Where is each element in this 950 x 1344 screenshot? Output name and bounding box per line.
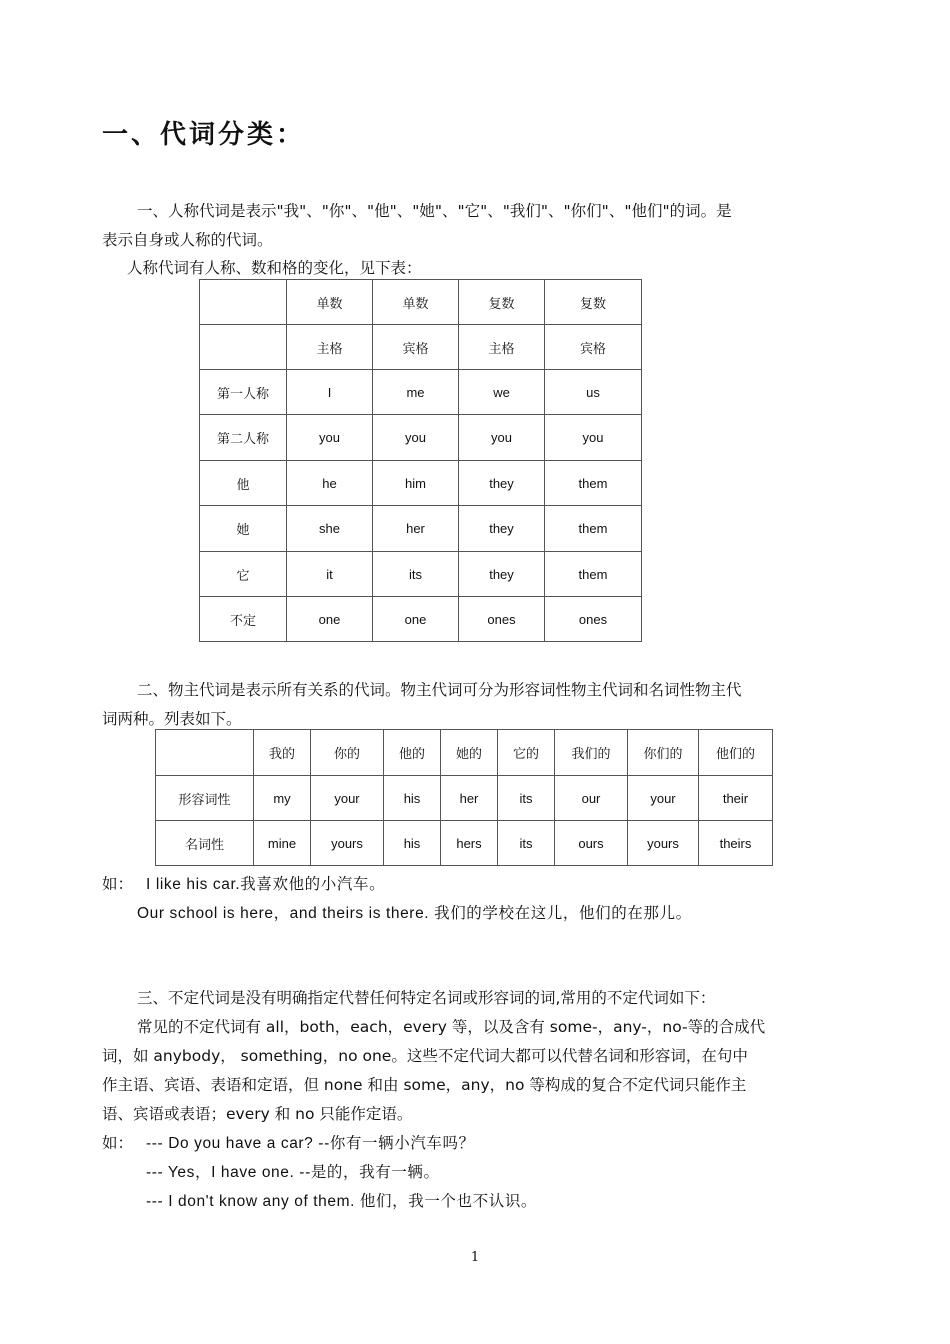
table-cell: 它 — [200, 552, 287, 597]
possessive-pronoun-table — [155, 729, 773, 866]
table-cell: 他的 — [384, 730, 441, 776]
table-cell: us — [545, 370, 642, 415]
table-cell: her — [373, 506, 459, 552]
table-cell: 第二人称 — [200, 415, 287, 461]
table-cell: 她 — [200, 506, 287, 552]
table-header-row — [200, 325, 642, 370]
table-row — [200, 370, 642, 415]
table-row — [200, 506, 642, 552]
table-cell: mine — [254, 821, 311, 866]
table-cell: yours — [628, 821, 699, 866]
section3-line1: 三、不定代词是没有明确指定代替任何特定名词或形容词的词,常用的不定代词如下： — [137, 989, 716, 1007]
table-cell: its — [498, 776, 555, 821]
table-cell: one — [373, 597, 459, 642]
page-number: 1 — [470, 1250, 480, 1265]
table-cell: 复数 — [459, 280, 545, 325]
table-cell: they — [459, 506, 545, 552]
table-cell: them — [545, 552, 642, 597]
table-cell: its — [498, 821, 555, 866]
table-row — [200, 552, 642, 597]
section1-line2: 表示自身或人称的代词。 — [102, 231, 273, 249]
page-title: 一、代词分类： — [102, 120, 306, 150]
table-cell: 宾格 — [373, 325, 459, 370]
table-cell: 单数 — [287, 280, 373, 325]
table-cell: you — [287, 415, 373, 461]
table-cell: she — [287, 506, 373, 552]
section2-line2: 词两种。列表如下。 — [102, 710, 242, 728]
table-cell: his — [384, 776, 441, 821]
table-cell: you — [545, 415, 642, 461]
table-row — [156, 821, 773, 866]
table-cell: him — [373, 461, 459, 506]
table-cell: their — [699, 776, 773, 821]
table-cell: her — [441, 776, 498, 821]
table-cell — [156, 730, 254, 776]
table-cell: your — [628, 776, 699, 821]
table-cell: ones — [545, 597, 642, 642]
section3-line3: 词，如 anybody， something，no one。这些不定代词大都可以代替名词和形容词，在句中 — [102, 1047, 748, 1065]
table-cell: 它的 — [498, 730, 555, 776]
table-cell: ours — [555, 821, 628, 866]
table-cell — [200, 280, 287, 325]
section1-line3: 人称代词有人称、数和格的变化，见下表： — [127, 259, 422, 277]
example-prefix: 如： — [102, 1134, 134, 1152]
table-cell: 主格 — [287, 325, 373, 370]
table-header-row — [200, 280, 642, 325]
table-cell: yours — [311, 821, 384, 866]
table-cell: my — [254, 776, 311, 821]
table-cell: 单数 — [373, 280, 459, 325]
example-prefix: 如： — [102, 875, 134, 893]
table-cell: its — [373, 552, 459, 597]
table-cell: 我们的 — [555, 730, 628, 776]
table-row — [200, 597, 642, 642]
example-line: --- Do you have a car? --你有一辆小汽车吗？ — [146, 1135, 475, 1152]
table-cell: you — [373, 415, 459, 461]
table-row — [200, 461, 642, 506]
example-line: --- I don't know any of them. 他们，我一个也不认识。 — [146, 1193, 538, 1210]
table-cell: 主格 — [459, 325, 545, 370]
table-cell: them — [545, 506, 642, 552]
table-cell: they — [459, 552, 545, 597]
table-header-row — [156, 730, 773, 776]
table-cell: his — [384, 821, 441, 866]
example-line: --- Yes，I have one. --是的，我有一辆。 — [146, 1164, 440, 1181]
table-cell: 你的 — [311, 730, 384, 776]
table-cell: 名词性 — [156, 821, 254, 866]
table-cell: 第一人称 — [200, 370, 287, 415]
table-cell: 我的 — [254, 730, 311, 776]
table-row — [200, 415, 642, 461]
table-cell: 形容词性 — [156, 776, 254, 821]
personal-pronoun-table — [199, 279, 642, 642]
section2-line1: 二、物主代词是表示所有关系的代词。物主代词可分为形容词性物主代词和名词性物主代 — [137, 681, 742, 699]
table-cell: 他们的 — [699, 730, 773, 776]
example-line: Our school is here，and theirs is there. 我们的学校在这儿，他们的在那儿。 — [137, 905, 692, 922]
example-line: I like his car.我喜欢他的小汽车。 — [146, 876, 386, 893]
table-cell: I — [287, 370, 373, 415]
table-cell: our — [555, 776, 628, 821]
table-cell: ones — [459, 597, 545, 642]
table-cell: your — [311, 776, 384, 821]
table-cell: one — [287, 597, 373, 642]
table-cell: hers — [441, 821, 498, 866]
table-cell: 复数 — [545, 280, 642, 325]
table-cell: he — [287, 461, 373, 506]
table-cell: 你们的 — [628, 730, 699, 776]
table-cell: 他 — [200, 461, 287, 506]
table-cell: you — [459, 415, 545, 461]
table-cell: it — [287, 552, 373, 597]
table-cell: 不定 — [200, 597, 287, 642]
section1-line1: 一、人称代词是表示"我"、"你"、"他"、"她"、"它"、"我们"、"你们"、"他们"的词。是 — [137, 202, 732, 220]
table-cell: them — [545, 461, 642, 506]
section3-line5: 语、宾语或表语；every 和 no 只能作定语。 — [102, 1105, 413, 1123]
table-cell: they — [459, 461, 545, 506]
section3-line2: 常见的不定代词有 all，both，each，every 等，以及含有 some-，any-，no-等的合成代 — [137, 1018, 766, 1036]
table-row — [156, 776, 773, 821]
table-cell: theirs — [699, 821, 773, 866]
table-cell: me — [373, 370, 459, 415]
table-cell: 她的 — [441, 730, 498, 776]
table-cell: we — [459, 370, 545, 415]
table-cell: 宾格 — [545, 325, 642, 370]
table-cell — [200, 325, 287, 370]
section3-line4: 作主语、宾语、表语和定语，但 none 和由 some，any，no 等构成的复合不定代词只能作主 — [102, 1076, 747, 1094]
